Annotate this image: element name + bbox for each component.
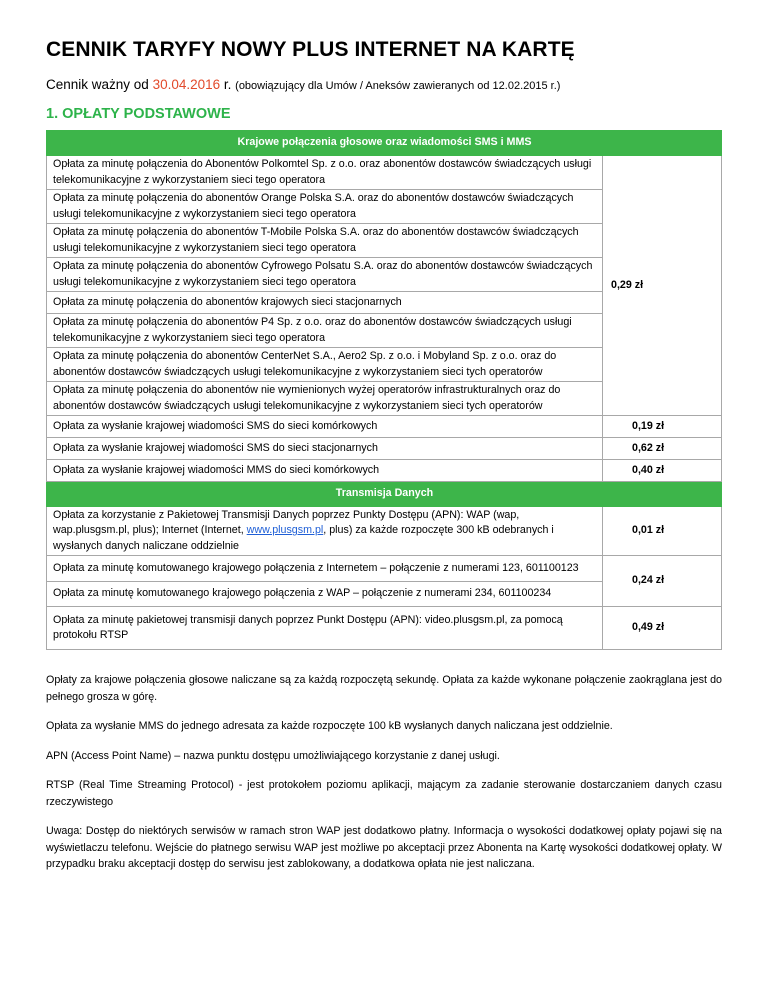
price-value: 0,24 zł [632,574,665,587]
price-value: 0,62 zł [632,441,665,454]
price-table [46,130,722,650]
table-price [603,460,722,482]
table-row-desc: Opłata za minutę pakietowej transmisji danych poprzez Punkt Dostępu (APN): video.plusgsm.pl, za pomocą protokołu RTSP [47,607,603,650]
validity-note: (obowiązujący dla Umów / Aneksów zawieranych od 12.02.2015 r.) [235,80,561,92]
note-paragraph: Opłaty za krajowe połączenia głosowe naliczane są za każdą rozpoczętą sekundę. Opłata za każde wykonane połączenie zaokrąglana jest do pełnego grosza w górę. [46,674,722,703]
table-row-desc: Opłata za minutę komutowanego krajowego połączenia z Internetem – połączenie z numerami 123, 601100123 [47,556,603,582]
table-price [603,507,722,556]
price-value: 0,01 zł [632,524,665,537]
price-value: 0,40 zł [632,463,665,476]
price-value: 0,19 zł [632,419,665,432]
table-row-desc: Opłata za minutę połączenia do abonentów P4 Sp. z o.o. oraz do abonentów dostawców świadczących usługi telekomunikacyjne z wykorzystaniem sieci tego operatora [47,314,603,348]
table-row-desc: Opłata za minutę komutowanego krajowego połączenia z WAP – połączenie z numerami 234, 601100234 [47,582,603,607]
table-price-voice [603,156,722,416]
table-row-desc: Opłata za minutę połączenia do abonentów T-Mobile Polska S.A. oraz do abonentów dostawców świadczących usługi telekomunikacyjne z wykorzystaniem sieci tego operatora [47,224,603,258]
table-row-desc: Opłata za wysłanie krajowej wiadomości MMS do sieci komórkowych [47,460,603,482]
table-row-desc: Opłata za minutę połączenia do Abonentów Polkomtel Sp. z o.o. oraz abonentów dostawców świadczących usługi telekomunikacyjne z wykorzystaniem sieci tego operatora [47,156,603,190]
table-row-desc-packet [47,507,603,556]
table-header-data: Transmisja Danych [47,482,722,507]
price-value: 0,49 zł [632,621,665,634]
note-paragraph: RTSP (Real Time Streaming Protocol) - jest protokołem poziomu aplikacji, mającym za zadanie sterowanie dostarczaniem danych czasu rzeczywistego [46,779,722,808]
table-header-voice: Krajowe połączenia głosowe oraz wiadomości SMS i MMS [47,131,722,156]
table-row-desc: Opłata za minutę połączenia do abonentów Orange Polska S.A. oraz do abonentów dostawców świadczących usługi telekomunikacyjne z wykorzystaniem sieci tego operatora [47,190,603,224]
notes [46,672,722,873]
plusgsm-link[interactable]: www.plusgsm.pl [246,524,324,537]
section-title: 1. OPŁATY PODSTAWOWE [46,106,231,122]
table-price [603,556,722,607]
validity-date: 30.04.2016 [152,77,221,92]
validity-suffix: r. [220,77,236,92]
table-row-desc: Opłata za minutę połączenia do abonentów CenterNet S.A., Aero2 Sp. z o.o. i Mobyland Sp. z o.o. oraz do abonentów dostawców świadczących usługi telekomunikacyjne z wykorzystaniem sieci tych operatorów [47,348,603,382]
note-paragraph: Opłata za wysłanie MMS do jednego adresata za każde rozpoczęte 100 kB wysłanych danych naliczana jest oddzielnie. [46,720,613,732]
table-row-desc: Opłata za minutę połączenia do abonentów krajowych sieci stacjonarnych [47,292,603,314]
table-row-desc: Opłata za minutę połączenia do abonentów nie wymienionych wyżej operatorów infrastrukturalnych oraz do abonentów dostawców świadczących usługi telekomunikacyjne z wykorzystaniem sieci tych operatorów [47,382,603,416]
note-paragraph: Uwaga: Dostęp do niektórych serwisów w ramach stron WAP jest dodatkowo płatny. Informacja o wysokości dodatkowej opłaty pojawi się na wyświetlaczu telefonu. Wejście do płatnego serwisu WAP jest możliwe po akceptacji przez Abonenta na Kartę wysokości dodatkowej opłaty. W przypadku braku akceptacji dostęp do serwisu jest zablokowany, a dodatkowa opłata nie jest naliczana. [46,825,722,870]
table-price [603,438,722,460]
note-paragraph: APN (Access Point Name) – nazwa punktu dostępu umożliwiającego korzystanie z danej usługi. [46,749,500,762]
validity-line [46,77,722,92]
packet-desc-after: , plus) za każde rozpoczęte 300 kB odebranych i wysłanych danych naliczane oddzielnie [53,524,554,552]
price-value: 0,29 zł [611,278,644,291]
table-row-desc: Opłata za minutę połączenia do abonentów Cyfrowego Polsatu S.A. oraz do abonentów dostawców świadczących usługi telekomunikacyjne z wykorzystaniem sieci tego operatora [47,258,603,292]
table-row-desc: Opłata za wysłanie krajowej wiadomości SMS do sieci komórkowych [47,416,603,438]
table-price [603,607,722,650]
table-row-desc: Opłata za wysłanie krajowej wiadomości SMS do sieci stacjonarnych [47,438,603,460]
table-price [603,416,722,438]
validity-prefix: Cennik ważny od [46,77,153,92]
page-title: CENNIK TARYFY NOWY PLUS INTERNET NA KARTĘ [46,38,575,61]
packet-desc-before: Opłata za korzystanie z Pakietowej Transmisji Danych poprzez Punkty Dostępu (APN): WAP (wap, wap.plusgsm.pl, plus); Internet (Internet, [53,508,520,537]
